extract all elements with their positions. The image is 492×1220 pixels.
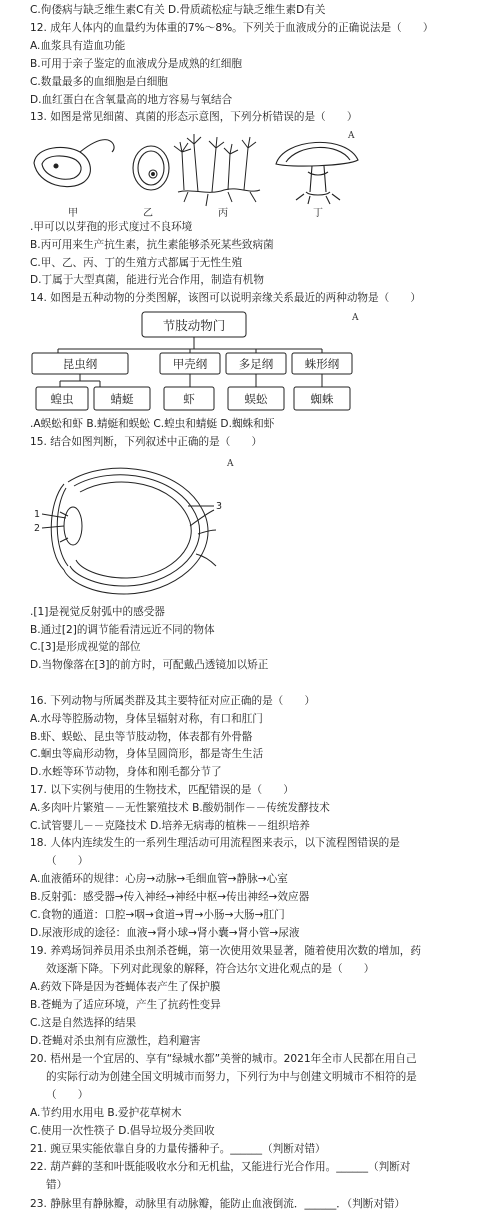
label-2: 2 [34, 523, 41, 534]
q18-option-c: C.食物的通道：口腔→咽→食道→胃→小肠→大肠→肛门 [30, 909, 285, 921]
q16-stem: 16. 下列动物与所属类群及其主要特征对应正确的是（ ） [30, 695, 316, 707]
q18-option-b: B.反射弧：感受器→传入神经→神经中枢→传出神经→效应器 [30, 891, 310, 903]
caption-bing: 丙 [218, 208, 228, 218]
label-1: 1 [34, 509, 41, 520]
mushroom-ding [276, 142, 358, 204]
q15-stem: 15. 结合如图判断，下列叙述中正确的是（ ） [30, 436, 263, 448]
q12-stem: 12. 成年人体内的血量约为体重的7%～8%。下列关于血液成分的正确说法是（ ） [30, 22, 434, 34]
animal-shrimp: 虾 [183, 392, 195, 406]
q19-option-d: D.苍蝇对杀虫剂有应激性，趋利避害 [30, 1035, 201, 1047]
q15-option-d: D.当物像落在[3]的前方时，可配戴凸透镜加以矫正 [30, 659, 269, 671]
q23-stem: 23. 静脉里有静脉瓣，动脉里有动脉瓣，能防止血液倒流．______．（判断对错） [30, 1198, 406, 1210]
q15-option-b: B.通过[2]的调节能看清远近不同的物体 [30, 624, 215, 636]
q14-stem: 14. 如图是五种动物的分类图解，该图可以说明亲缘关系最近的两种动物是（ ） [30, 292, 421, 304]
q18-option-d: D.尿液形成的途径：血液→肾小球→肾小囊→肾小管→尿液 [30, 927, 300, 939]
q22-stem: 22. 葫芦藓的茎和叶既能吸收水分和无机盐，又能进行光合作用。______（判断对 [30, 1161, 411, 1173]
q11-options-cd: C.佝偻病与缺乏维生素C有关 D.骨质疏松症与缺乏维生素D有关 [30, 4, 326, 16]
q14-options: .A蜈蚣和虾 B.蜻蜓和蜈蚣 C.蝗虫和蜻蜓 D.蜘蛛和虾 [30, 418, 275, 430]
q16-option-a: A.水母等腔肠动物，身体呈辐射对称，有口和肛门 [30, 713, 263, 725]
q18-stem: 18. 人体内连续发生的一系列生理活动可用流程图来表示，以下流程图错误的是 [30, 837, 400, 849]
q20-paren: （ ） [46, 1089, 89, 1101]
q22-stem-cont: 错） [46, 1179, 68, 1191]
q18-option-a: A.血液循环的规律：心房→动脉→毛细血管→静脉→心室 [30, 873, 288, 885]
class-arachnida: 蛛形纲 [304, 357, 340, 371]
q15-option-c: C.[3]是形成视觉的部位 [30, 641, 141, 653]
q17-stem: 17. 以下实例与使用的生物技术，匹配错误的是（ ） [30, 784, 294, 796]
caption-jia: 甲 [68, 208, 78, 218]
q12-option-a: A.血浆具有造血功能 [30, 40, 126, 52]
q13-option-c: C.甲、乙、丙、丁的生殖方式都属于无性生殖 [30, 257, 243, 269]
answer-mark: A [227, 459, 234, 469]
answer-mark: A [348, 131, 355, 141]
answer-mark: A [352, 313, 359, 323]
caption-yi: 乙 [143, 208, 153, 218]
q19-stem: 19. 养鸡场饲养员用杀虫剂杀苍蝇，第一次使用效果显著，随着使用次数的增加，药 [30, 945, 421, 957]
q16-option-d: D.水蛭等环节动物，身体和刚毛都分节了 [30, 766, 222, 778]
fig13-microbes [28, 130, 378, 218]
tree-root: 节肢动物门 [162, 318, 226, 333]
q19-option-a: A.药效下降是因为苍蝇体表产生了保护膜 [30, 981, 221, 993]
q17-options-cd: C.试管婴儿－－克隆技术 D.培养无病毒的植株－－组织培养 [30, 820, 310, 832]
bacterium-jia [34, 140, 114, 187]
animal-locust: 蝗虫 [50, 392, 74, 406]
q20-stem: 20. 梧州是一个宜居的、享有“绿城水都”美誉的城市。2021年全市人民都在用自己 [30, 1053, 417, 1065]
fig15-eyeball [28, 462, 238, 600]
q16-option-b: B.虾、蜈蚣、昆虫等节肢动物，体表都有外骨骼 [30, 731, 253, 743]
q13-option-b: B.丙可用来生产抗生素，抗生素能够杀死某些致病菌 [30, 239, 274, 251]
yeast-yi [133, 146, 169, 190]
animal-spider: 蜘蛛 [310, 392, 334, 406]
q21-stem: 21. 豌豆果实能依靠自身的力量传播种子。______（判断对错） [30, 1143, 326, 1155]
label-3: 3 [216, 501, 223, 512]
caption-ding: 丁 [313, 208, 323, 218]
q12-option-c: C.数量最多的血细胞是白细胞 [30, 76, 168, 88]
q12-option-d: D.血红蛋白在含氧量高的地方容易与氧结合 [30, 94, 233, 106]
fig14-classification-tree [30, 309, 355, 415]
q12-option-b: B.可用于亲子鉴定的血液成分是成熟的红细胞 [30, 58, 242, 70]
q18-paren: （ ） [46, 855, 89, 867]
q13-option-a: .甲可以以芽孢的形式度过不良环境 [30, 221, 193, 233]
q20-options-cd: C.使用一次性筷子 D.倡导垃圾分类回收 [30, 1125, 215, 1137]
q19-option-b: B.苍蝇为了适应环境，产生了抗药性变异 [30, 999, 221, 1011]
class-insecta: 昆虫纲 [62, 357, 98, 371]
mold-bing [174, 134, 260, 206]
q13-option-d: D.丁属于大型真菌，能进行光合作用，制造有机物 [30, 274, 264, 286]
q15-option-a: .[1]是视觉反射弧中的感受器 [30, 606, 165, 618]
animal-centipede: 蜈蚣 [244, 392, 268, 406]
q17-options-ab: A.多肉叶片繁殖－－无性繁殖技术 B.酸奶制作－－传统发酵技术 [30, 802, 330, 814]
q13-stem: 13. 如图是常见细菌、真菌的形态示意图，下列分析错误的是（ ） [30, 111, 358, 123]
q20-options-ab: A.节约用水用电 B.爱护花草树木 [30, 1107, 182, 1119]
q19-stem-cont: 效逐渐下降。下列对此现象的解释，符合达尔文进化观点的是（ ） [46, 963, 375, 975]
animal-dragonfly: 蜻蜓 [110, 392, 134, 406]
class-crustacea: 甲壳纲 [172, 357, 208, 371]
class-myriapoda: 多足纲 [238, 357, 274, 371]
q19-option-c: C.这是自然选择的结果 [30, 1017, 137, 1029]
q20-stem-cont: 的实际行动为创建全国文明城市而努力，下列行为中与创建文明城市不相符的是 [46, 1071, 417, 1083]
q16-option-c: C.蛔虫等扁形动物，身体呈圆筒形，都是寄生生活 [30, 748, 264, 760]
